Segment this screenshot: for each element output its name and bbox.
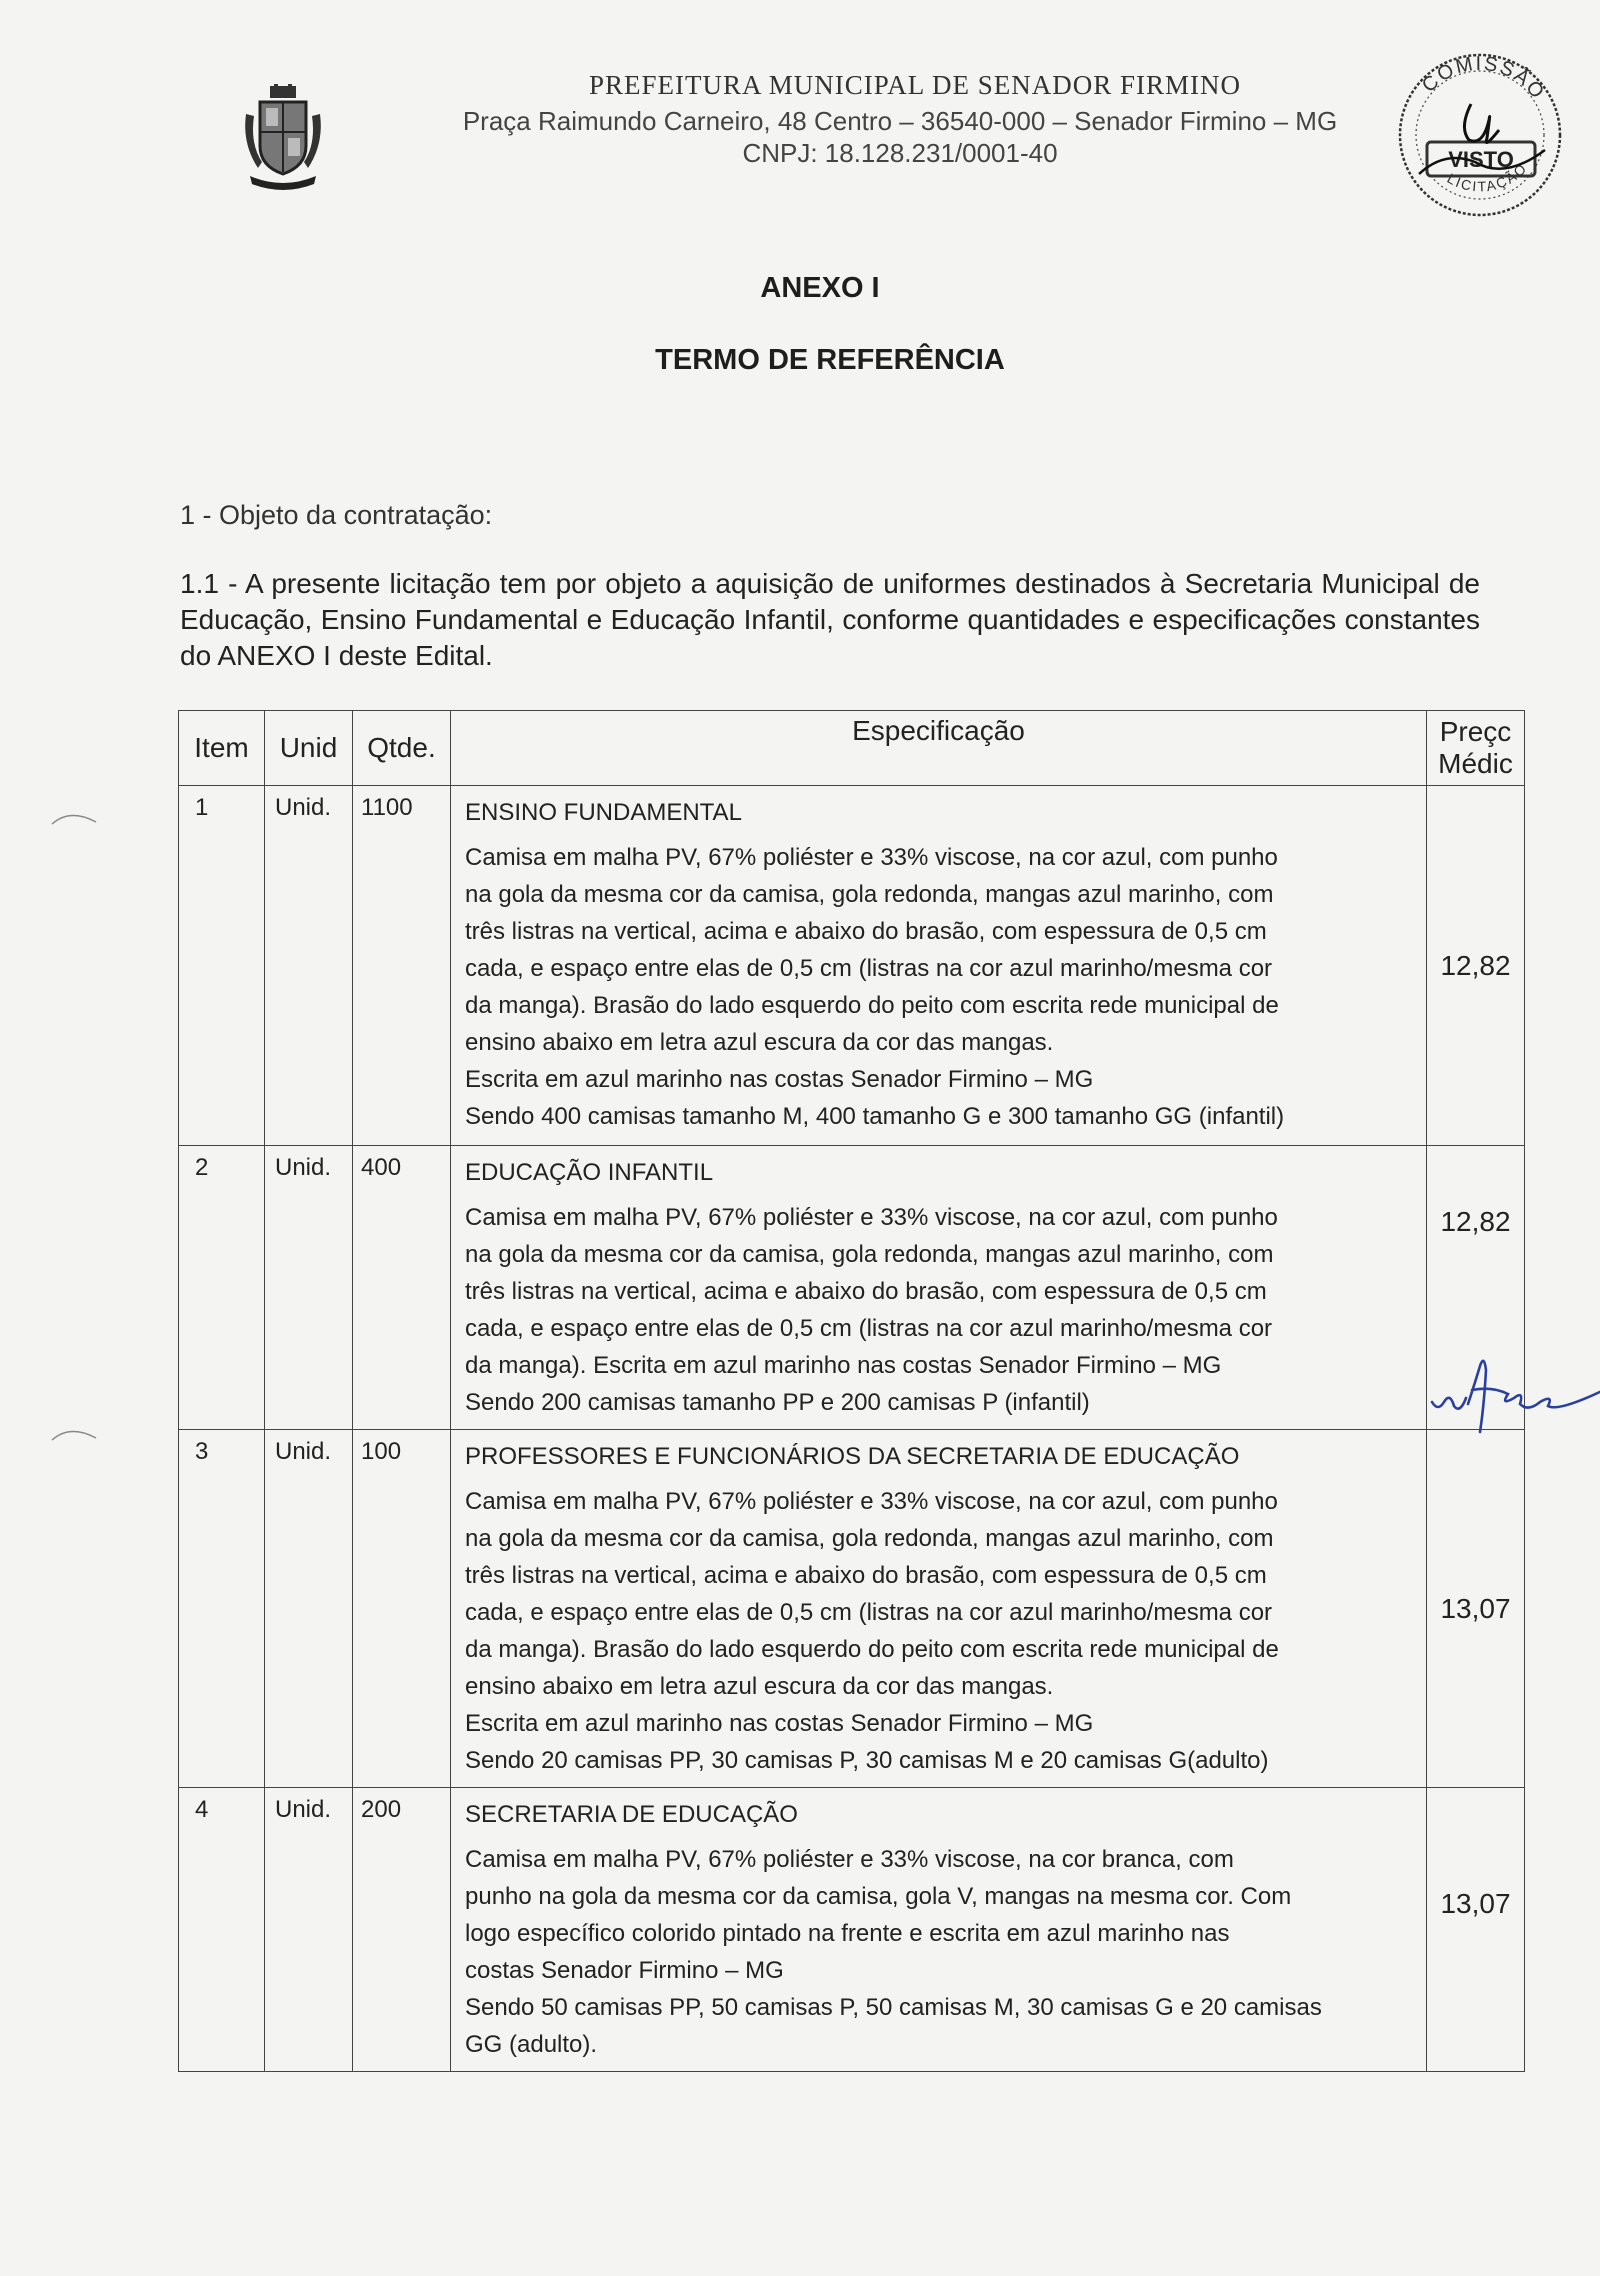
spec-line: na gola da mesma cor da camisa, gola redonda, mangas azul marinho, com — [465, 881, 1274, 908]
spec-line: da manga). Brasão do lado esquerdo do peito com escrita rede municipal de — [465, 1636, 1279, 1663]
header-price — [1427, 711, 1525, 786]
spec-line: Sendo 400 camisas tamanho M, 400 tamanho G e 300 tamanho GG (infantil) — [465, 1103, 1285, 1130]
spec-line: Sendo 200 camisas tamanho PP e 200 camisas P (infantil) — [465, 1389, 1090, 1416]
header-qtde: Qtde. — [353, 711, 451, 786]
row-price: 13,07 — [1427, 1788, 1525, 2072]
spec-line: da manga). Brasão do lado esquerdo do peito com escrita rede municipal de — [465, 992, 1279, 1019]
row-unid: Unid. — [265, 1146, 353, 1430]
commission-stamp — [1375, 50, 1575, 230]
row-qtde: 1100 — [353, 786, 451, 1146]
margin-mark — [50, 808, 100, 828]
document-title: TERMO DE REFERÊNCIA — [655, 344, 1005, 376]
annex-title: ANEXO I — [760, 272, 880, 304]
spec-line: logo específico colorido pintado na frente e escrita em azul marinho nas — [465, 1920, 1230, 1947]
row-unid: Unid. — [265, 1430, 353, 1788]
spec-line: Camisa em malha PV, 67% poliéster e 33% viscose, na cor azul, com punho — [465, 844, 1278, 871]
spec-line: Escrita em azul marinho nas costas Senador Firmino – MG — [465, 1710, 1094, 1737]
header-spec: Especificação — [451, 711, 1427, 786]
spec-line: ensino abaixo em letra azul escura da cor das mangas. — [465, 1029, 1054, 1056]
spec-line: três listras na vertical, acima e abaixo do brasão, com espessura de 0,5 cm — [465, 1278, 1267, 1305]
section-heading: 1 - Objeto da contratação: — [180, 500, 493, 530]
spec-line: na gola da mesma cor da camisa, gola redonda, mangas azul marinho, com — [465, 1241, 1274, 1268]
row-price: 12,82 — [1427, 786, 1525, 1146]
spec-lines — [465, 839, 1416, 1135]
table-header-row — [179, 711, 1525, 786]
row-spec — [451, 1146, 1427, 1430]
spec-line: Sendo 20 camisas PP, 30 camisas P, 30 camisas M e 20 camisas G(adulto) — [465, 1747, 1269, 1774]
row-item: 3 — [179, 1430, 265, 1788]
spec-line: cada, e espaço entre elas de 0,5 cm (listras na cor azul marinho/mesma cor — [465, 1315, 1273, 1342]
header-item: Item — [179, 711, 265, 786]
row-spec — [451, 786, 1427, 1146]
spec-line: Escrita em azul marinho nas costas Senador Firmino – MG — [465, 1066, 1094, 1093]
row-spec — [451, 1788, 1427, 2072]
institution-name: PREFEITURA MUNICIPAL DE SENADOR FIRMINO — [588, 70, 1242, 100]
stamp-center-text: VISTO — [1448, 147, 1514, 172]
reference-table — [178, 710, 1525, 2072]
row-item: 4 — [179, 1788, 265, 2072]
row-price: 12,82 — [1427, 1146, 1525, 1430]
spec-line: Camisa em malha PV, 67% poliéster e 33% viscose, na cor branca, com — [465, 1846, 1234, 1873]
spec-line: cada, e espaço entre elas de 0,5 cm (listras na cor azul marinho/mesma cor — [465, 1599, 1273, 1626]
header-unid: Unid — [265, 711, 353, 786]
coat-of-arms-icon — [238, 84, 328, 194]
header-price-line2: Médic — [1438, 748, 1513, 779]
row-category: ENSINO FUNDAMENTAL — [465, 799, 742, 826]
stamp-bottom-text: LICITAÇÃO — [1444, 159, 1531, 195]
row-category: SECRETARIA DE EDUCAÇÃO — [465, 1801, 798, 1828]
institution-address: Praça Raimundo Carneiro, 48 Centro – 36540-000 – Senador Firmino – MG — [462, 106, 1338, 136]
svg-text:COMISSÃO — [1418, 53, 1549, 104]
row-item: 2 — [179, 1146, 265, 1430]
spec-line: Camisa em malha PV, 67% poliéster e 33% viscose, na cor azul, com punho — [465, 1488, 1278, 1515]
spec-line: na gola da mesma cor da camisa, gola redonda, mangas azul marinho, com — [465, 1525, 1274, 1552]
spec-line: costas Senador Firmino – MG — [465, 1957, 784, 1984]
spec-line: punho na gola da mesma cor da camisa, gola V, mangas na mesma cor. Com — [465, 1883, 1292, 1910]
row-category: PROFESSORES E FUNCIONÁRIOS DA SECRETARIA DE EDUCAÇÃO — [465, 1443, 1240, 1470]
header-price-line1: Preçc — [1439, 716, 1512, 747]
table-row — [179, 1146, 1525, 1430]
row-item: 1 — [179, 786, 265, 1146]
margin-mark — [50, 1424, 100, 1444]
spec-lines — [465, 1199, 1416, 1421]
object-paragraph: 1.1 - A presente licitação tem por objeto a aquisição de uniformes destinados à Secretaria Municipal de Educação, Ensino Fundamental e Educação Infantil, conforme quantidades e especificações constantes do ANEXO I deste Edital. — [180, 568, 1480, 671]
spec-lines — [465, 1841, 1416, 2063]
spec-line: GG (adulto). — [465, 2031, 598, 2058]
spec-line: da manga). Escrita em azul marinho nas costas Senador Firmino – MG — [465, 1352, 1222, 1379]
spec-line: cada, e espaço entre elas de 0,5 cm (listras na cor azul marinho/mesma cor — [465, 955, 1273, 982]
row-price: 13,07 — [1427, 1430, 1525, 1788]
row-unid: Unid. — [265, 1788, 353, 2072]
spec-line: três listras na vertical, acima e abaixo do brasão, com espessura de 0,5 cm — [465, 1562, 1267, 1589]
row-category: EDUCAÇÃO INFANTIL — [465, 1159, 714, 1186]
spec-line: três listras na vertical, acima e abaixo do brasão, com espessura de 0,5 cm — [465, 918, 1267, 945]
institution-cnpj: CNPJ: 18.128.231/0001-40 — [742, 138, 1058, 168]
spec-line: ensino abaixo em letra azul escura da cor das mangas. — [465, 1673, 1054, 1700]
stamp-top-text: COMISSÃO — [1417, 52, 1550, 105]
table-row — [179, 1788, 1525, 2072]
row-unid: Unid. — [265, 786, 353, 1146]
table-row — [179, 1430, 1525, 1788]
handwritten-signature — [1428, 1346, 1600, 1436]
row-qtde: 100 — [353, 1430, 451, 1788]
spec-line: Camisa em malha PV, 67% poliéster e 33% viscose, na cor azul, com punho — [465, 1204, 1278, 1231]
spec-line: Sendo 50 camisas PP, 50 camisas P, 50 camisas M, 30 camisas G e 20 camisas — [465, 1994, 1322, 2021]
row-qtde: 200 — [353, 1788, 451, 2072]
row-qtde: 400 — [353, 1146, 451, 1430]
row-spec — [451, 1430, 1427, 1788]
table-row — [179, 786, 1525, 1146]
spec-lines — [465, 1483, 1416, 1779]
